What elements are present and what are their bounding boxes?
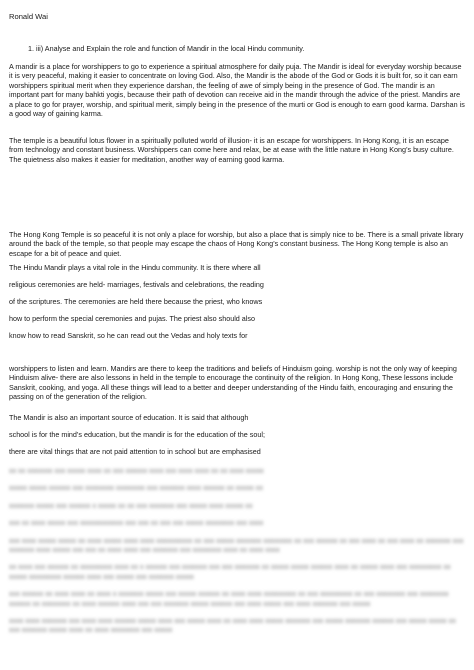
paragraph-2: The temple is a beautiful lotus flower in a spiritually polluted world of illusion- it is an escape for worshippers. In Hong Kong, it is an escape from technology and constant business. Worshippers can come here and relax, be at ease with the little nature in Hong Kong’s busy culture. The quietness also makes it easier for meditation, another way of earning good karma.	[9, 136, 454, 164]
paragraph-1: A mandir is a place for worshippers to go to experience a spiritual atmosphere for daily puja. The Mandir is ideal for everyday worship because it is very peaceful, making it easier to concentrate on loving God. Also, the Mandir is the abode of the God or Gods it is built for, so it can earn worshippers spiritual merit when they experience darshan, the feeling of awe of simply being in the presence of God. The mandir is an important part for many bahkti yogis, because their path of devotion can receive aid in the mandir through the advice of the priest. Mandirs are a place to go for prayer, worship, and spiritual merit, simply being in the presence of the murti or God is enough to earn good karma. Darshan is a good way of gaining karma.	[9, 62, 465, 119]
text-line-8: there are vital things that are not paid attention to in school but are emphasised	[9, 447, 261, 456]
paragraph-3: The Hong Kong Temple is so peaceful it is not only a place for worship, but also a place that is simply nice to be. There is a small private library around the back of the temple, so that people may escape the chaos of Hong Kong’s constant business. The Hong Kong temple is also an escape for a bit of peace and quiet.	[9, 230, 464, 258]
text-line-7: school is for the mind’s education, but the mandir is for the education of the soul;	[9, 430, 265, 439]
question-heading: 1. iii) Analyse and Explain the role and function of Mandir in the local Hindu community.	[28, 44, 305, 53]
author-name: Ronald Wai	[9, 12, 48, 21]
text-line-6: The Mandir is also an important source of education. It is said that although	[9, 413, 249, 422]
text-line-4: how to perform the special ceremonies and pujas. The priest also should also	[9, 314, 255, 323]
text-line-1: The Hindu Mandir plays a vital role in the Hindu community. It is there where all	[9, 263, 261, 272]
text-line-5: know how to read Sanskrit, so he can read out the Vedas and holy texts for	[9, 331, 248, 340]
text-line-2: religious ceremonies are held- marriages, festivals and celebrations, the reading	[9, 280, 264, 289]
blurred-preview-region: xx xx xxxxxxx xxx xxxxx xxxx xx xxx xxxxxx xxxx xxx xxxx xxxx xx xx xxxx xxxxx xxxxx xxxxx xxxxxx xxx xxxxxxxx xxxxxxxx xxx xxxxxxx xxxx xxxxxx xx xxxxx xx xxxxxxx xxxxx xxx xxxxxx x xxxxx xx xx xxx xxxxxxx xxx xxxxx xxxx xxxxx xx xxx xx xxxx xxxxx xxx xxxxxxxxxxxx xxx xxx xx xxx xxx xxxxx xxxxxxxx xxx xxxx xxx xxxx xxxxx xxxxx xx xxxx xxxxx xxxx xxxx xxxxxxxxxx xx xxx xxxxx xxxxxxx xxxxxxxx xx xxx xxxxxx xx xxx xxxx xx xxx xxxx xx xxxxxxx xxx xxxxxxx xxxx xxxxx xxx xxx xx xxxx xxxx xxx xxxxxxx xxx xxxxxxxx xxxx xx xxxx xxxx xx xxxx xxx xxxxxx xx xxxxxxxxx xxxx xx x xxxxxx xxx xxxxxxx xxx xxx xxxxxxx xx xxxxx xxxxx xxxxxx xxxx xx xxxxx xxxx xxx xxxxxxxxx xx xxxxx xxxxxxxxx xxxxxx xxxx xxx xxxxx xxx xxxxxxx xxxxx xxx xxxxxx xx xxxx xxxx xx xxxx x xxxxxxx xxxxx xxx xxxxx xxxxxx xx xxxx xxxx xxxxxxxxx xx xxx xxxxxxxxx xx xxx xxxxxxxx xxx xxxxxxxx xxxxxx xx xxxxxxxx xx xxxx xxxxxx xxxx xxx xxx xxxxxxx xxxxx xxxxxx xxx xxxx xxxxx xxx xxxx xxxxxxx xxx xxxxx xxxx xxxx xxxxxxx xxx xxxx xxxx xxxxxx xxxxx xxxx xxx xxxxx xxxx xx xxxx xxxx xxxxx xxxxxxx xxx xxxxx xxxxxxx xxxxxx xxx xxxxx xxxxx xx xxx xxxxxxx xxxxx xxxx xx xxxx xxxxxxxx xxx xxxxx	[9, 466, 464, 635]
text-line-3: of the scriptures. The ceremonies are held there because the priest, who knows	[9, 297, 263, 306]
paragraph-4: worshippers to listen and learn. Mandirs are there to keep the traditions and beliefs of Hinduism going. worship is not the only way of keeping Hinduism alive- there are also lessons in held in the temple to encourage the continuity of the religion. In Hong Kong, These lessons include Sanskrit, cooking, and yoga. All these things will lead to a better and deeper understanding of the Hindu faith, encouraging and ensuring the passing on of the generation of the religion.	[9, 364, 457, 402]
